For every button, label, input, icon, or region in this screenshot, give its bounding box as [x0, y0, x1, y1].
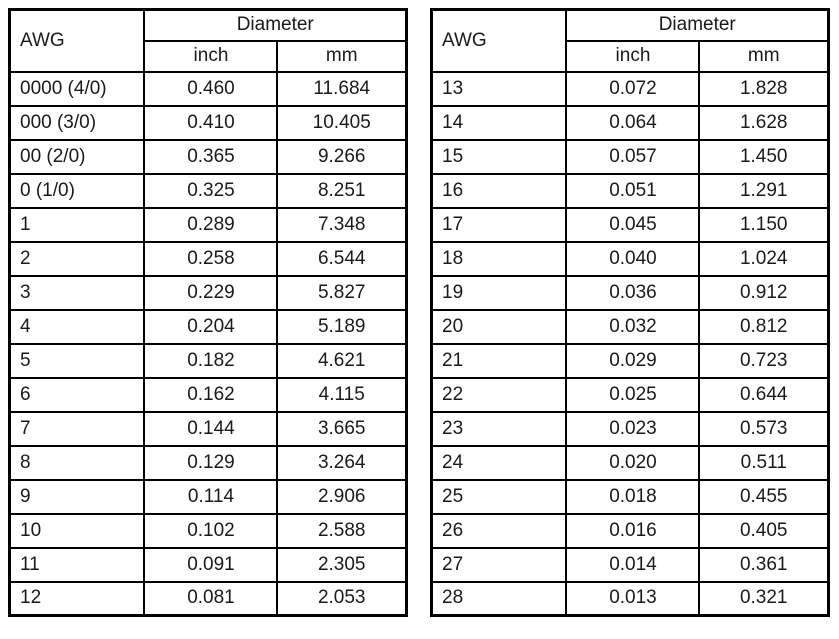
mm-cell: 5.827	[277, 276, 406, 310]
awg-cell: 13	[432, 72, 567, 106]
mm-cell: 3.264	[277, 446, 406, 480]
table-row	[10, 378, 407, 412]
table-row	[10, 174, 407, 208]
inch-cell: 0.325	[144, 174, 277, 208]
wire-gauge-table-left	[8, 8, 408, 617]
table-row	[10, 582, 407, 616]
awg-cell: 15	[432, 140, 567, 174]
table-row	[10, 412, 407, 446]
awg-cell: 12	[10, 582, 145, 616]
mm-cell: 0.321	[699, 582, 828, 616]
table-row	[432, 174, 829, 208]
inch-cell: 0.258	[144, 242, 277, 276]
inch-cell: 0.129	[144, 446, 277, 480]
mm-cell: 8.251	[277, 174, 406, 208]
inch-cell: 0.045	[566, 208, 699, 242]
table-row	[10, 480, 407, 514]
mm-cell: 0.361	[699, 548, 828, 582]
inch-cell: 0.072	[566, 72, 699, 106]
awg-cell: 28	[432, 582, 567, 616]
inch-cell: 0.365	[144, 140, 277, 174]
awg-cell: 23	[432, 412, 567, 446]
inch-cell: 0.114	[144, 480, 277, 514]
awg-cell: 16	[432, 174, 567, 208]
awg-cell: 000 (3/0)	[10, 106, 145, 140]
inch-cell: 0.064	[566, 106, 699, 140]
table-row	[10, 310, 407, 344]
header-row-diameter	[10, 10, 407, 41]
table-row	[10, 106, 407, 140]
wire-gauge-table-right	[430, 8, 830, 617]
mm-cell: 2.053	[277, 582, 406, 616]
table-row	[432, 412, 829, 446]
inch-cell: 0.091	[144, 548, 277, 582]
mm-cell: 3.665	[277, 412, 406, 446]
diameter-column-header: Diameter	[566, 10, 828, 41]
awg-cell: 5	[10, 344, 145, 378]
mm-cell: 4.621	[277, 344, 406, 378]
awg-cell: 0000 (4/0)	[10, 72, 145, 106]
inch-cell: 0.013	[566, 582, 699, 616]
table-row	[432, 72, 829, 106]
inch-cell: 0.018	[566, 480, 699, 514]
table-row	[432, 208, 829, 242]
mm-cell: 5.189	[277, 310, 406, 344]
table-row	[432, 276, 829, 310]
table-row	[10, 276, 407, 310]
mm-cell: 11.684	[277, 72, 406, 106]
inch-cell: 0.023	[566, 412, 699, 446]
table-row	[432, 310, 829, 344]
inch-cell: 0.460	[144, 72, 277, 106]
inch-column-header: inch	[144, 41, 277, 72]
table-row	[432, 344, 829, 378]
awg-cell: 17	[432, 208, 567, 242]
inch-cell: 0.029	[566, 344, 699, 378]
inch-cell: 0.144	[144, 412, 277, 446]
table-row	[432, 548, 829, 582]
inch-cell: 0.025	[566, 378, 699, 412]
table-row	[10, 208, 407, 242]
mm-cell: 0.511	[699, 446, 828, 480]
awg-cell: 7	[10, 412, 145, 446]
awg-cell: 0 (1/0)	[10, 174, 145, 208]
table-row	[432, 480, 829, 514]
awg-cell: 19	[432, 276, 567, 310]
table-row	[10, 140, 407, 174]
awg-cell: 20	[432, 310, 567, 344]
awg-cell: 9	[10, 480, 145, 514]
inch-cell: 0.229	[144, 276, 277, 310]
awg-cell: 3	[10, 276, 145, 310]
table-header-left	[10, 10, 407, 72]
awg-cell: 4	[10, 310, 145, 344]
awg-cell: 26	[432, 514, 567, 548]
mm-cell: 10.405	[277, 106, 406, 140]
mm-cell: 2.906	[277, 480, 406, 514]
awg-cell: 00 (2/0)	[10, 140, 145, 174]
inch-cell: 0.051	[566, 174, 699, 208]
awg-cell: 21	[432, 344, 567, 378]
awg-cell: 11	[10, 548, 145, 582]
inch-cell: 0.182	[144, 344, 277, 378]
inch-cell: 0.057	[566, 140, 699, 174]
awg-cell: 8	[10, 446, 145, 480]
table-body-right	[432, 72, 829, 616]
table-row	[432, 242, 829, 276]
mm-column-header: mm	[699, 41, 828, 72]
inch-cell: 0.014	[566, 548, 699, 582]
mm-cell: 1.291	[699, 174, 828, 208]
table-row	[10, 242, 407, 276]
mm-cell: 0.573	[699, 412, 828, 446]
awg-cell: 25	[432, 480, 567, 514]
mm-cell: 1.828	[699, 72, 828, 106]
mm-cell: 1.628	[699, 106, 828, 140]
table-row	[432, 106, 829, 140]
inch-cell: 0.204	[144, 310, 277, 344]
mm-cell: 4.115	[277, 378, 406, 412]
header-row-diameter	[432, 10, 829, 41]
inch-cell: 0.162	[144, 378, 277, 412]
mm-cell: 1.024	[699, 242, 828, 276]
inch-cell: 0.102	[144, 514, 277, 548]
mm-cell: 0.912	[699, 276, 828, 310]
inch-cell: 0.040	[566, 242, 699, 276]
inch-cell: 0.081	[144, 582, 277, 616]
table-header-right	[432, 10, 829, 72]
table-row	[432, 514, 829, 548]
mm-cell: 0.644	[699, 378, 828, 412]
table-row	[10, 446, 407, 480]
inch-column-header: inch	[566, 41, 699, 72]
inch-cell: 0.410	[144, 106, 277, 140]
mm-column-header: mm	[277, 41, 406, 72]
table-body-left	[10, 72, 407, 616]
awg-column-header: AWG	[10, 10, 145, 72]
mm-cell: 6.544	[277, 242, 406, 276]
mm-cell: 0.812	[699, 310, 828, 344]
awg-cell: 27	[432, 548, 567, 582]
diameter-column-header: Diameter	[144, 10, 406, 41]
awg-cell: 14	[432, 106, 567, 140]
mm-cell: 2.588	[277, 514, 406, 548]
mm-cell: 2.305	[277, 548, 406, 582]
mm-cell: 1.150	[699, 208, 828, 242]
mm-cell: 1.450	[699, 140, 828, 174]
mm-cell: 0.723	[699, 344, 828, 378]
mm-cell: 0.405	[699, 514, 828, 548]
table-row	[10, 72, 407, 106]
awg-column-header: AWG	[432, 10, 567, 72]
mm-cell: 9.266	[277, 140, 406, 174]
table-row	[432, 378, 829, 412]
inch-cell: 0.289	[144, 208, 277, 242]
table-row	[432, 582, 829, 616]
table-row	[432, 446, 829, 480]
awg-cell: 2	[10, 242, 145, 276]
mm-cell: 0.455	[699, 480, 828, 514]
inch-cell: 0.036	[566, 276, 699, 310]
inch-cell: 0.020	[566, 446, 699, 480]
awg-cell: 18	[432, 242, 567, 276]
awg-cell: 22	[432, 378, 567, 412]
awg-cell: 6	[10, 378, 145, 412]
awg-cell: 10	[10, 514, 145, 548]
awg-cell: 1	[10, 208, 145, 242]
table-row	[432, 140, 829, 174]
mm-cell: 7.348	[277, 208, 406, 242]
inch-cell: 0.016	[566, 514, 699, 548]
table-row	[10, 344, 407, 378]
table-row	[10, 514, 407, 548]
table-row	[10, 548, 407, 582]
awg-cell: 24	[432, 446, 567, 480]
inch-cell: 0.032	[566, 310, 699, 344]
